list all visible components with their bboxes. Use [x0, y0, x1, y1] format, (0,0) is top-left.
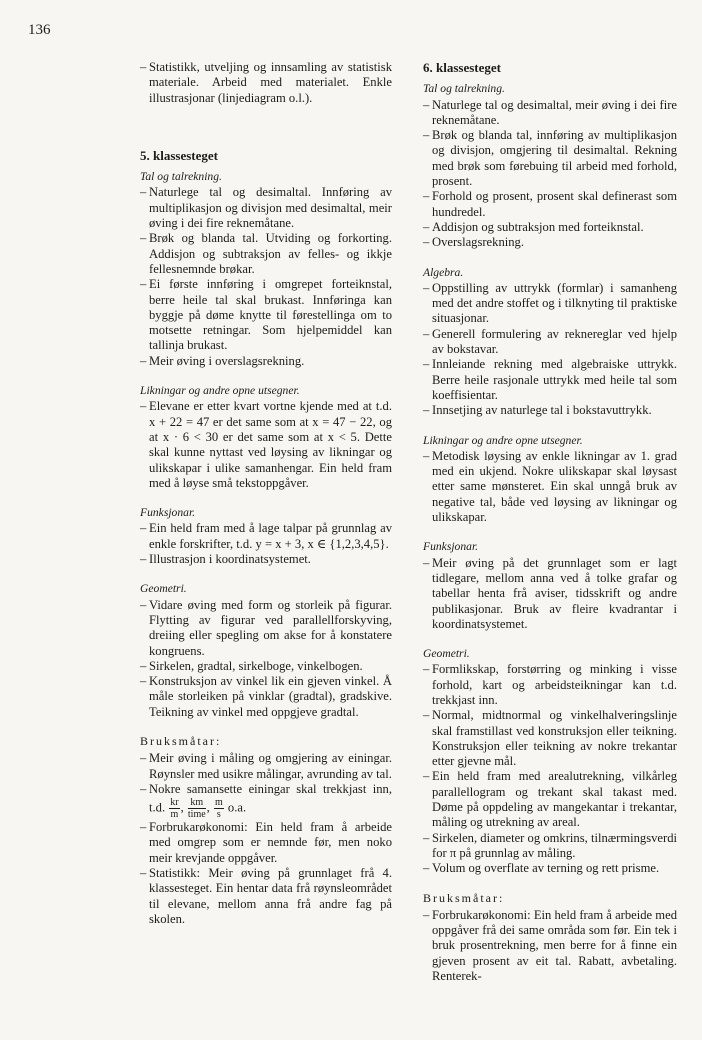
section-title: Likningar og andre opne utsegner.	[140, 384, 300, 398]
grade-6-heading: 6. klassesteget	[423, 60, 501, 75]
list-item: – Statistikk, utveljing og innsamling av statistisk materiale. Arbeid med materialet. Enkle illustrasjonar (linjediagram o.l.).	[140, 60, 392, 106]
section-geometri	[423, 646, 677, 876]
grade-5-heading: 5. klassesteget	[140, 147, 218, 163]
list-item: – Formlikskap, forstørring og minking i visse forhold, kart og arbeidsteikningar kan t.d. trekkjast inn.	[423, 662, 677, 708]
list-item: – Oppstilling av uttrykk (formlar) i samanheng med det andre stoffet og i tilknyting til praktiske situasjonar.	[423, 281, 677, 327]
section-title: Geometri.	[140, 582, 187, 596]
units-text: Nokre samansette einingar skal trekkjast inn, t.d.	[149, 781, 392, 815]
section-bruksmatar	[140, 734, 392, 927]
section-geometri	[140, 581, 392, 720]
list-item: – Naturlege tal og desimaltal, meir øving i dei fire reknemåtane.	[423, 98, 677, 129]
section-title: Tal og talrekning.	[140, 170, 222, 184]
section-funksjonar	[140, 505, 392, 567]
section-tal	[140, 169, 392, 369]
section-tal	[423, 81, 677, 250]
list-item: – Vidare øving med form og storleik på figurar. Flytting av figurar ved parallellforskyving, dreiing eller spegling om akse for å konstatere kongruens.	[140, 598, 392, 659]
section-title: Algebra.	[423, 265, 464, 279]
section-bruksmatar	[423, 891, 677, 985]
list-item: – Elevane er etter kvart vortne kjende med at t.d. x + 22 = 47 er det same som at x = 47 − 22, og at x · 6 < 30 er det same som at x < 5. Dette skal kunne nyttast ved løysing av likningar og ulikskapar i ulike samanhengar. Ein held fram med å løyse små tekstoppgåver.	[140, 399, 392, 491]
list-item: – Nokre samansette einingar skal trekkjast inn, t.d. $\frac{kr}{m}$ , $\frac{km}{\text{time}}$ , $\frac{m}{s}$ o.a.	[140, 782, 392, 820]
list-item: – Ein held fram med arealutrekning, vilkårleg parallellogram og trekant skal takast med. Døme på oppdeling av mangekantar i trekantar, måling og utrekning av areal.	[423, 769, 677, 830]
list-item: – Innsetjing av naturlege tal i bokstavuttrykk.	[423, 403, 677, 418]
section-title: Geometri.	[423, 647, 470, 661]
list-item: – Konstruksjon av vinkel lik ein gjeven vinkel. Å måle storleiken på vinklar (gradtal), gradskive. Teikning av vinkel med oppgjeve gradtal.	[140, 674, 392, 720]
right-column	[423, 60, 677, 998]
section-likningar	[140, 383, 392, 491]
list-item: – Meir øving i måling og omgjering av einingar. Røynsler med usikre målingar, avrunding av tal.	[140, 751, 392, 782]
list-item: – Ei første innføring i omgrepet forteiknstal, berre heile tal skal brukast. Innføringa kan byggje på døme knytte til førestellinga om to motsette retningar. Som hjelpemiddel kan tallinja brukast.	[140, 277, 392, 353]
list-item: – Sirkelen, diameter og omkrins, tilnærmingsverdi for π på grunnlag av måling.	[423, 831, 677, 862]
list-item: – Forbrukarøkonomi: Ein held fram å arbeide med oppgåver frå dei same områda som før. Ein tek i bruk prosentrekning, men berre for å finne ein gjeven prosent av eit tal. Rabatt, avbetaling. Renterek-	[423, 908, 677, 984]
list-item: – Innleiande rekning med algebraiske uttrykk. Berre heile rasjonale uttrykk med heile tal som koeffisientar.	[423, 357, 677, 403]
list-item: – Naturlege tal og desimaltal. Innføring av multiplikasjon og divisjon med desimaltal, meir øving i dei fire reknemåtane.	[140, 185, 392, 231]
section-likningar	[423, 433, 677, 526]
section-title: Funksjonar.	[140, 506, 196, 520]
list-item: – Ein held fram med å lage talpar på grunnlag av enkle forskrifter, t.d. y = x + 3, x ∈ {1,2,3,4,5}.	[140, 521, 392, 552]
list-item: – Sirkelen, gradtal, sirkelboge, vinkelbogen.	[140, 659, 392, 674]
list-item: – Meir øving på det grunnlaget som er lagt tidlegare, mellom anna ved å tolke grafar og tabellar henta frå aviser, tidsskrift og andre publikasjonar. Bruk av fleire kvadrantar i koordinatsystemet.	[423, 556, 677, 632]
list-item: – Forhold og prosent, prosent skal definerast som hundredel.	[423, 189, 677, 220]
section-algebra	[423, 265, 677, 419]
list-item: – Meir øving i overslagsrekning.	[140, 354, 392, 369]
list-item: – Brøk og blanda tal, innføring av multiplikasjon og divisjon, omgjering til desimaltal. Rekning med brøk som førebuing til arbeid med forhold, prosent.	[423, 128, 677, 189]
list-item: – Volum og overflate av terning og rett prisme.	[423, 861, 677, 876]
section-title: Bruksmåtar:	[140, 733, 222, 748]
left-column	[140, 60, 392, 941]
list-item: – Addisjon og subtraksjon med forteiknstal.	[423, 220, 677, 235]
list-item: – Forbrukarøkonomi: Ein held fram å arbeide med omgrep som er nemnde før, men noko meir krevjande oppgåver.	[140, 820, 392, 866]
section-title: Tal og talrekning.	[423, 82, 505, 96]
list-item: – Generell formulering av reknereglar ved hjelp av bokstavar.	[423, 327, 677, 358]
list-item: – Metodisk løysing av enkle likningar av 1. grad med ein ukjend. Nokre ulikskapar skal løysast etter same mønsteret. Ein skal unngå bruk av negative tal, både ved løysing av likningar og ulikskapar.	[423, 449, 677, 525]
intro-list	[140, 60, 392, 106]
fraction-kr-m: $\frac{kr}{m}$	[170, 797, 179, 821]
section-title: Bruksmåtar:	[423, 890, 505, 905]
units-tail: o.a.	[227, 800, 247, 815]
fraction-km-time: $\frac{km}{\text{time}}$	[187, 797, 206, 821]
section-funksjonar	[423, 539, 677, 632]
list-item: – Brøk og blanda tal. Utviding og forkorting. Addisjon og subtraksjon av felles- og ikkje fellesnemnde brøkar.	[140, 231, 392, 277]
list-item: – Statistikk: Meir øving på grunnlaget frå 4. klassesteget. Ein hentar data frå røynsleområdet til elevane, mellom anna frå andre fag på skolen.	[140, 866, 392, 927]
section-title: Funksjonar.	[423, 540, 479, 554]
list-item: – Overslagsrekning.	[423, 235, 677, 250]
list-item: – Normal, midtnormal og vinkelhalveringslinje skal framstillast ved konstruksjon eller teikning. Konstruksjon eller teikning av nokre trekantar etter gjevne mål.	[423, 708, 677, 769]
section-title: Likningar og andre opne utsegner.	[423, 433, 583, 447]
list-item: – Illustrasjon i koordinatsystemet.	[140, 552, 392, 567]
fraction-m-s: $\frac{m}{s}$	[214, 797, 223, 821]
page-number: 136	[28, 22, 51, 38]
